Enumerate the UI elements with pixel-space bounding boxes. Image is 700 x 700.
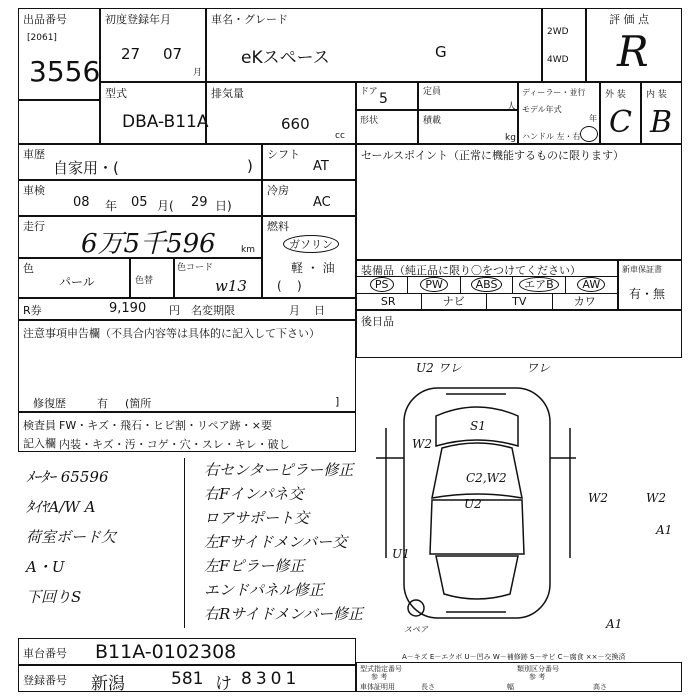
handwritten-note: ﾀｲﾔA/W A [26, 498, 96, 516]
history-label: 車歴 [23, 148, 45, 161]
reg-class: 581 [171, 669, 204, 689]
history-value: 自家用・( [53, 159, 119, 177]
after-cell [356, 310, 682, 358]
inspect-day-unit: 日) [215, 199, 232, 213]
disp-unit: cc [335, 131, 345, 141]
drive-4wd: 4WD [547, 55, 569, 65]
r-value: 9,190 [109, 301, 147, 316]
notes-right [204, 458, 374, 626]
equipment-item: カワ [553, 293, 619, 310]
handwritten-note: 右センターピラー修正 [204, 461, 354, 479]
inspect-day: 29 [191, 195, 208, 210]
color-code-label: 色コード [177, 263, 214, 273]
drive-2wd: 2WD [547, 27, 569, 37]
equipment-item: エアB [513, 276, 565, 293]
equipment-label: 装備品（純正品に限り〇をつけてください） [361, 264, 581, 277]
color-change-label: 色替 [135, 276, 154, 286]
chassis-label: 車台番号 [23, 647, 67, 660]
equipment-item: PS [356, 276, 408, 293]
name-change-unit: 月 日 [289, 304, 325, 317]
history-cell [18, 144, 262, 180]
ext-grade: C [609, 105, 632, 140]
model-year-unit: 年 [589, 114, 597, 123]
lot-label: 出品番号 [23, 13, 67, 26]
handwritten-note: ロアサポート交 [204, 509, 310, 527]
score-cell [586, 8, 682, 82]
disp-value: 660 [281, 115, 310, 133]
mark-w2-right: W2 [588, 491, 608, 505]
equipment-item: ABS [461, 276, 513, 293]
mileage-unit: km [241, 245, 255, 255]
handwritten-note: 右Fインパネ交 [204, 485, 304, 503]
disp-cell [206, 82, 356, 144]
mark-a1-rear: A1 [606, 617, 623, 631]
r-unit: 円 [169, 304, 180, 317]
reg-cell [18, 665, 356, 692]
history-close: ) [247, 157, 253, 175]
inspector-cell [18, 412, 356, 452]
inspector-row-2: 内装・キズ・汚・コゲ・穴・スレ・キレ・破し [59, 438, 290, 451]
load-cell [418, 110, 518, 144]
mark-crack: ワレ [526, 361, 551, 375]
inspector-label: 検査員 [23, 419, 56, 432]
inspector-row-1: FW・キズ・飛石・ヒビ割・リペア跡・×要 [59, 419, 272, 432]
equipment-item: TV [487, 293, 553, 310]
class-ref: 参 考 [529, 673, 546, 681]
mark-c2-w2: C2,W2 [466, 471, 507, 485]
auction-sheet [18, 8, 682, 692]
spare-tire [408, 600, 424, 616]
color-code-cell [174, 258, 262, 298]
capacity-cell [418, 82, 518, 110]
color-label: 色 [23, 262, 34, 275]
equipment-item: AW [566, 276, 618, 293]
r-label: R券 [23, 304, 42, 317]
ext-label: 外 装 [605, 90, 626, 100]
notes-left [26, 462, 192, 612]
notes-divider [184, 458, 185, 628]
inspector-sub-label: 記入欄 [23, 437, 56, 450]
lot-sub: [2061] [27, 33, 57, 43]
load-unit: kg [505, 133, 516, 143]
inspect-year-unit: 年 [105, 199, 118, 213]
car-rear-glass [436, 556, 518, 599]
grade: G [435, 43, 447, 61]
fuel-paren: ( ) [277, 279, 302, 293]
lot-pad [18, 100, 100, 144]
first-reg-cell [100, 8, 206, 82]
first-reg-label: 初度登録年月 [105, 13, 171, 26]
mark-w2-left: W2 [412, 437, 432, 451]
door-cell [356, 82, 418, 110]
ac-label: 冷房 [267, 184, 289, 197]
equipment-item: SR [356, 293, 422, 310]
first-reg-month: 07 [163, 45, 183, 63]
ext-cell [600, 82, 641, 144]
repair-label: 修復歴 [33, 397, 66, 410]
inspect-label: 車検 [23, 184, 45, 197]
handwritten-note: 右Rサイドメンバー修正 [204, 605, 364, 623]
lot-number: 3556 [29, 55, 101, 88]
shift-label: シフト [267, 148, 300, 161]
handwritten-note: 下回りS [26, 588, 82, 606]
capacity-unit: 人 [507, 102, 517, 112]
cert-cell [356, 662, 682, 692]
color-change-cell [130, 258, 174, 298]
fuel-label: 燃料 [267, 220, 289, 233]
shape-cell [356, 110, 418, 144]
repair-value: 有 [97, 397, 108, 410]
color-cell [18, 258, 130, 298]
first-reg-month-unit: 月 [193, 68, 203, 78]
after-label: 後日品 [361, 315, 394, 328]
mark-a1-right: A1 [656, 523, 673, 537]
load-label: 積載 [423, 116, 442, 126]
handle-right-circle [580, 126, 598, 142]
repair-paren: (箇所 [125, 397, 152, 410]
model-label: 型式 [105, 87, 127, 100]
int-label: 内 装 [646, 90, 667, 100]
handwritten-note: エンドパネル修正 [204, 581, 324, 599]
handwritten-note: 左Fサイドメンバー交 [204, 533, 348, 551]
reg-num: 8301 [241, 669, 301, 689]
fuel-value: ガソリン [283, 235, 339, 253]
damage-legend: A－キズ E－エクボ U－凹み W－補修跡 S－サビ C－腐食 ××－交換済 [402, 653, 626, 661]
car-name: eKスペース [241, 48, 330, 68]
warranty-cell [618, 260, 682, 310]
type-label: 型式指定番号 [360, 665, 402, 673]
r-cell [18, 298, 356, 320]
shape-label: 形状 [360, 116, 379, 126]
capacity-label: 定員 [423, 87, 442, 97]
width-label: 幅 [507, 683, 514, 691]
caution-label: 注意事項申告欄（不具合内容等は具体的に記入して下さい） [23, 327, 320, 340]
inspect-year: 08 [73, 195, 90, 210]
mark-w2-far: W2 [646, 491, 666, 505]
handwritten-note: 荷室ボード欠 [26, 528, 117, 546]
ac-cell [262, 180, 356, 216]
equipment-item: PW [408, 276, 460, 293]
length-label: 長さ [421, 683, 435, 691]
warranty-value: 有・無 [629, 287, 666, 301]
score-label: 評 価 点 [609, 13, 649, 26]
name-cell [206, 8, 542, 82]
type-ref: 参 考 [371, 673, 388, 681]
mark-u2-crack: U2 ワレ [416, 361, 462, 375]
class-label: 類別区分番号 [517, 665, 559, 673]
mark-u2: U2 [464, 497, 482, 511]
car-diagram [356, 358, 682, 648]
fuel-options: 軽 ・ 油 [291, 261, 335, 275]
reg-label: 登録番号 [23, 674, 67, 687]
door-value: 5 [379, 91, 388, 107]
int-grade: B [650, 105, 673, 140]
reg-kana: け [215, 674, 232, 694]
model-value: DBA-B11A [122, 112, 209, 132]
handwritten-note: ﾒｰﾀｰ 65596 [26, 468, 109, 486]
first-reg-year: 27 [121, 45, 141, 63]
score-value: R [617, 27, 649, 76]
mileage-cell [18, 216, 262, 258]
shift-cell [262, 144, 356, 180]
name-change-label: 名変期限 [191, 304, 235, 317]
door-label: ドア [360, 87, 378, 97]
sales-cell [356, 144, 682, 260]
mileage-value: 6万5千596 [81, 229, 216, 259]
caution-cell [18, 320, 356, 412]
name-label: 車名・グレード [211, 13, 288, 26]
inspect-cell [18, 180, 262, 216]
warranty-label: 新車保証書 [622, 265, 662, 274]
color-code-value: w13 [215, 277, 247, 295]
reg-area: 新潟 [91, 674, 125, 694]
mileage-label: 走行 [23, 220, 45, 233]
inspect-month-unit: 月( [157, 199, 174, 213]
sales-label: セールスポイント（正常に機能するものに限ります） [361, 149, 625, 162]
fuel-cell [262, 216, 356, 298]
drive-cell [542, 8, 586, 82]
handwritten-note: A・U [26, 558, 65, 576]
height-label: 高さ [593, 683, 607, 691]
mark-spare: スペア [404, 625, 428, 634]
chassis-value: B11A-0102308 [95, 641, 237, 663]
lot-cell [18, 8, 100, 100]
ac-value: AC [313, 195, 331, 210]
equipment-item: ナビ [422, 293, 488, 310]
equipment-row-1 [356, 276, 618, 293]
proof-label: 車体証明用 [360, 683, 395, 691]
equipment-row-2 [356, 293, 618, 310]
mark-u1: U1 [392, 547, 410, 561]
handle-label: ハンドル 左・右 [522, 132, 581, 141]
int-cell [641, 82, 682, 144]
repair-close: ] [335, 395, 340, 408]
shift-value: AT [313, 159, 329, 174]
disp-label: 排気量 [211, 87, 244, 100]
dealer-label: ディーラー・並行 [522, 88, 586, 97]
handwritten-note: 左Fピラー修正 [204, 557, 305, 575]
chassis-cell [18, 638, 356, 665]
mark-s1: S1 [470, 419, 486, 433]
model-year-label: モデル年式 [522, 105, 562, 114]
inspect-month: 05 [131, 195, 148, 210]
color-value: パール [59, 275, 95, 289]
